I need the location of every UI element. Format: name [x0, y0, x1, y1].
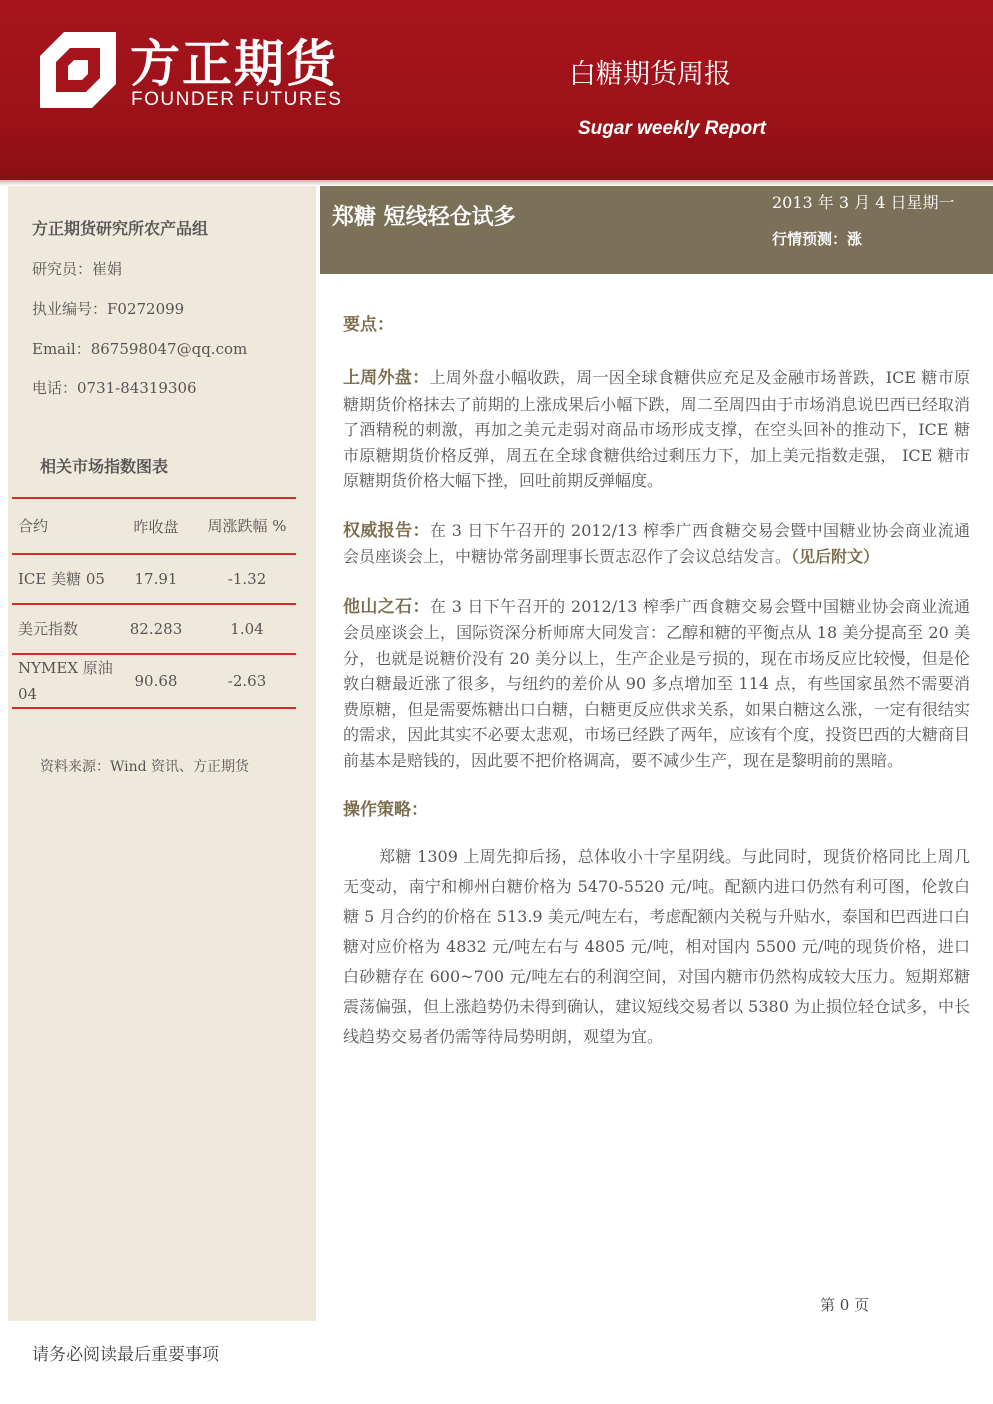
cell-contract: 美元指数 [12, 604, 114, 654]
paragraph-lead: 上周外盘： [343, 368, 430, 388]
cell-last-close: 82.283 [114, 604, 198, 654]
market-index-table [12, 497, 296, 709]
cell-last-close: 90.68 [114, 654, 198, 708]
table-row [12, 654, 296, 708]
data-source: 资料来源：Wind 资讯、方正期货 [40, 759, 250, 775]
paragraph-authority-report [343, 518, 970, 570]
report-title-english: Sugar weekly Report [578, 118, 766, 139]
table-row [12, 604, 296, 654]
cell-contract: ICE 美糖 05 [12, 554, 114, 604]
cell-weekly-change: -1.32 [198, 554, 296, 604]
title-band [320, 186, 993, 274]
cell-weekly-change: -2.63 [198, 654, 296, 708]
header-weekly-change: 周涨跌幅 % [198, 498, 296, 554]
page-number: 第 0 页 [820, 1296, 870, 1314]
header-shadow [0, 176, 993, 186]
researcher: 研究员：崔娟 [32, 260, 123, 278]
disclaimer-note: 请务必阅读最后重要事项 [32, 1345, 219, 1365]
paragraph-text: 在 3 日下午召开的 2012/13 榨季广西食糖交易会暨中国糖业协会商业流通会员座谈会上，国际资深分析师席大同发言：乙醇和糖的平衡点从 18 美分提高至 20 美分，也就是说糖价没有 20 美分以上，生产企业是亏损的，现在市场反应比较慢，但是伦敦白糖最近涨了很多，与纽约的差价从 90 多点增加至 114 点，有些国家虽然不需要消费原糖，但是需要炼糖出口白糖，白糖更反应供求关系，如果白糖这么涨，一定有很结实的需求，因此其实不必要太悲观，市场已经跌了两年，应该有个度，投资巴西的大糖商目前基本是赔钱的，因此要不把价格调高，要不减少生产，现在是黎明前的黑暗。 [343, 596, 970, 770]
index-table-title: 相关市场指数图表 [40, 457, 169, 476]
header-last-close: 昨收盘 [114, 498, 198, 554]
paragraph-text: 上周外盘小幅收跌，周一因全球食糖供应充足及金融市场普跌，ICE 糖市原糖期货价格抹去了前期的上涨成果后小幅下跌，周二至周四由于市场消息说巴西已经取消了酒精税的刺激，再加之美元走弱对商品市场形成支撑，在空头回补的推动下，ICE 糖市原糖期货价格反弹，周五在全球食糖供给过剩压力下，加上美元指数走强， ICE 糖市原糖期货价格大幅下挫，回吐前期反弹幅度。 [343, 368, 970, 490]
cell-last-close: 17.91 [114, 554, 198, 604]
email: Email：867598047@qq.com [32, 340, 248, 358]
table-header-row [12, 498, 296, 554]
main-content [343, 310, 970, 1052]
header-contract: 合约 [12, 498, 114, 554]
see-appendix-note: （见后附文） [791, 547, 880, 566]
paragraph-analyst-view [343, 594, 970, 774]
phone: 电话：0731-84319306 [32, 379, 197, 397]
paragraph-lead: 他山之石： [343, 596, 430, 617]
report-header [0, 0, 993, 180]
sidebar [8, 186, 316, 1321]
report-headline: 郑糖 短线轻仓试多 [332, 205, 516, 230]
report-date: 2013 年 3 月 4 日星期一 [772, 193, 955, 212]
paragraph-text: 在 3 日下午召开的 2012/13 榨季广西食糖交易会暨中国糖业协会商业流通会员座谈会上，中糖协常务副理事长贾志忍作了会议总结发言。 [343, 520, 970, 566]
market-forecast: 行情预测：涨 [772, 230, 863, 248]
report-title-chinese: 白糖期货周报 [569, 59, 731, 90]
table-row [12, 554, 296, 604]
founder-logo-icon [40, 32, 116, 108]
logo-english-name: FOUNDER FUTURES [131, 89, 343, 110]
cell-contract: NYMEX 原油 04 [12, 654, 114, 708]
strategy-heading: 操作策略： [343, 800, 428, 820]
paragraph-lead: 权威报告： [343, 520, 430, 541]
cell-weekly-change: 1.04 [198, 604, 296, 654]
logo-chinese-name: 方正期货 [130, 35, 338, 93]
paragraph-overseas-market [343, 365, 970, 494]
key-points-heading: 要点： [343, 315, 394, 335]
research-group: 方正期货研究所农产品组 [32, 219, 209, 238]
license-number: 执业编号：F0272099 [32, 300, 185, 318]
strategy-paragraph: 郑糖 1309 上周先抑后扬，总体收小十字星阴线。与此同时，现货价格同比上周几无变动，南宁和柳州白糖价格为 5470-5520 元/吨。配额内进口仍然有利可图，伦敦白糖 5 月合约的价格在 513.9 美元/吨左右，考虑配额内关税与升贴水，泰国和巴西进口白糖对应价格为 4832 元/吨左右与 4805 元/吨，相对国内 5500 元/吨的现货价格，进口白砂糖存在 600~700 元/吨左右的利润空间，对国内糖市仍然构成较大压力。短期郑糖震荡偏强，但上涨趋势仍未得到确认，建议短线交易者以 5380 为止损位轻仓试多，中长线趋势交易者仍需等待局势明朗，观望为宜。 [343, 847, 970, 1046]
